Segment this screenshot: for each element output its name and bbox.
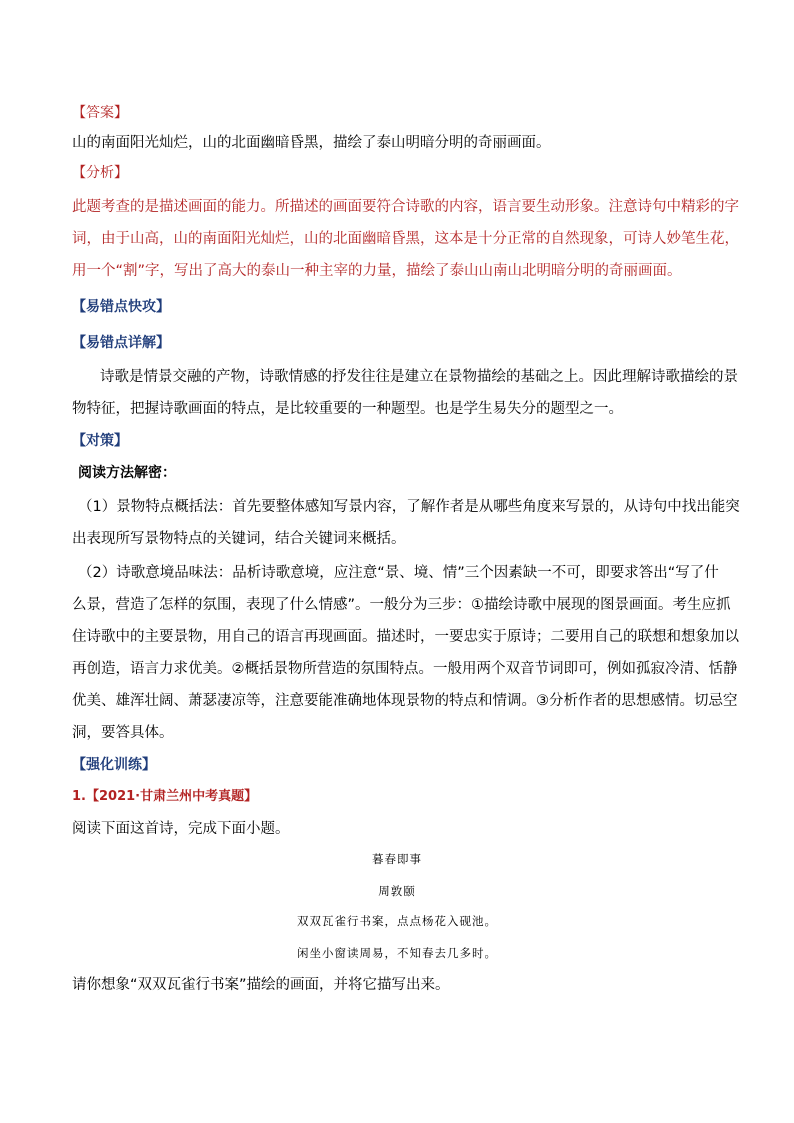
strategy-subtitle: 阅读方法解密： xyxy=(78,465,176,481)
answer-text: 山的南面阳光灿烂，山的北面幽暗昏黑，描绘了泰山明暗分明的奇丽画面。 xyxy=(72,135,551,151)
method1-line-1: （1）景物特点概括法：首先要整体感知写景内容，了解作者是从哪些角度来写景的，从诗句中找出能突 xyxy=(78,499,740,515)
analysis-line-1: 此题考查的是描述画面的能力。所描述的画面要符合诗歌的内容，语言要生动形象。注意诗句中精彩的字 xyxy=(72,199,739,215)
poem-title: 暮春即事 xyxy=(372,852,422,866)
detail-line-2: 物特征，把握诗歌画面的特点，是比较重要的一种题型。也是学生易失分的题型之一。 xyxy=(72,401,623,417)
strategy-heading: 【对策】 xyxy=(72,433,128,449)
method2-line-6: 洞，要答具体。 xyxy=(72,725,174,741)
poem-author: 周敦颐 xyxy=(378,884,416,898)
method1-line-2: 出表现所写景物特点的关键词，结合关键词来概括。 xyxy=(72,531,406,547)
training-item xyxy=(72,787,732,807)
training-instruction: 阅读下面这首诗，完成下面小题。 xyxy=(72,821,290,837)
training-heading: 【强化训练】 xyxy=(72,757,156,773)
training-question: 请你想象“双双瓦雀行书案”描绘的画面，并将它描写出来。 xyxy=(72,977,450,993)
poem-line-2: 闲坐小窗读周易，不知春去几多时。 xyxy=(297,946,497,960)
method2-line-5: 优美、雄浑壮阔、萧瑟凄凉等，注意要能准确地体现景物的特点和情调。③分析作者的思想感情。切忌空 xyxy=(72,693,738,709)
poem-line-1: 双双瓦雀行书案，点点杨花入砚池。 xyxy=(297,914,497,928)
method2-line-1: （2）诗歌意境品味法：品析诗歌意境，应注意“景、境、情”三个因素缺一不可，即要求答出“写了什 xyxy=(78,565,719,581)
quick-attack-heading: 【易错点快攻】 xyxy=(72,299,170,315)
analysis-line-3: 用一个“割”字，写出了高大的泰山一种主宰的力量，描绘了泰山山南山北明暗分明的奇丽画面。 xyxy=(72,263,682,279)
method2-line-2: 么景，营造了怎样的氛围，表现了什么情感”。一般分为三步：①描绘诗歌中展现的图景画面。考生应抓 xyxy=(72,597,731,613)
analysis-label: 【分析】 xyxy=(72,165,128,181)
item-source: 【2021·甘肃兰州中考真题】 xyxy=(85,789,258,804)
method2-line-3: 住诗歌中的主要景物，用自己的语言再现画面。描述时，一要忠实于原诗；二要用自己的联想和想象加以 xyxy=(72,629,739,645)
method2-line-4: 再创造，语言力求优美。②概括景物所营造的氛围特点。一般用两个双音节词即可，例如孤寂冷清、恬静 xyxy=(72,661,738,677)
answer-label: 【答案】 xyxy=(72,105,128,121)
detail-heading: 【易错点详解】 xyxy=(72,335,170,351)
analysis-line-2: 词，由于山高，山的南面阳光灿烂，山的北面幽暗昏黑，这本是十分正常的自然现象，可诗人妙笔生花， xyxy=(72,231,739,247)
item-number: 1. xyxy=(72,789,86,804)
detail-line-1: 诗歌是情景交融的产物，诗歌情感的抒发往往是建立在景物描绘的基础之上。因此理解诗歌描绘的景 xyxy=(100,369,738,385)
